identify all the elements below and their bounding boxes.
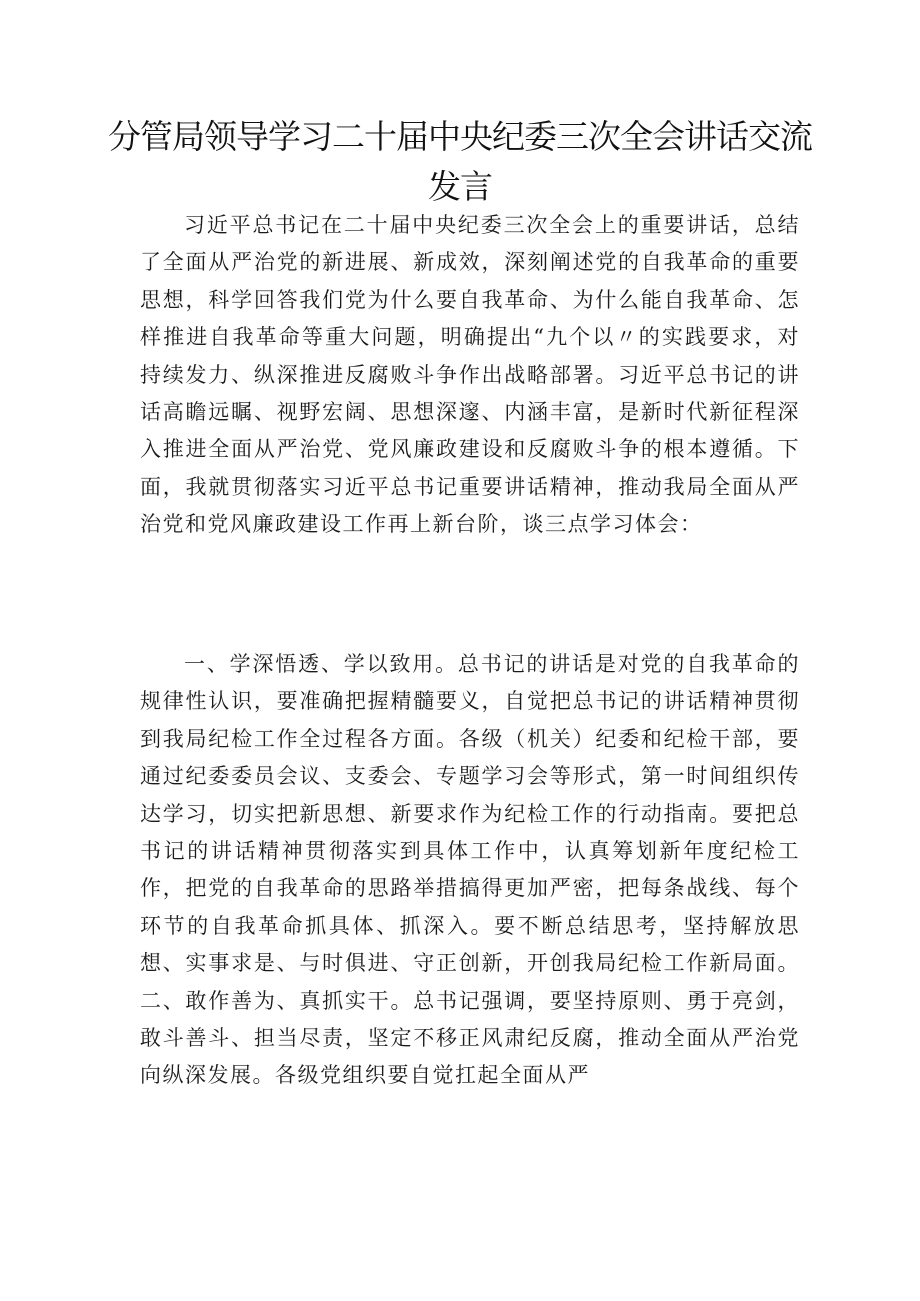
section-paragraph: 一、学深悟透、学以致用。总书记的讲话是对党的自我革命的规律性认识，要准确把握精髓要义，自觉把总书记的讲话精神贯彻到我局纪检工作全过程各方面。各级（机关）纪委和纪检干部，要通过纪委委员会议、支委会、专题学习会等形式，第一时间组织传达学习，切实把新思想、新要求作为纪检工作的行动指南。要把总书记的讲话精神贯彻落实到具体工作中，认真筹划新年度纪检工作，把党的自我革命的思路举措搞得更加严密，把每条战线、每个环节的自我革命抓具体、抓深入。要不断总结思考，坚持解放思想、实事求是、与时俱进、守正创新，开创我局纪检工作新局面。二、敢作善为、真抓实干。总书记强调，要坚持原则、勇于亮剑，敢斗善斗、担当尽责，坚定不移正风肃纪反腐，推动全面从严治党向纵深发展。各级党组织要自觉扛起全面从严 (140, 652, 800, 1088)
document-title: 分管局领导学习二十届中央纪委三次全会讲话交流发言 (108, 117, 812, 206)
intro-paragraph: 习近平总书记在二十届中央纪委三次全会上的重要讲话，总结了全面从严治党的新进展、新成效，深刻阐述党的自我革命的重要思想，科学回答我们党为什么要自我革命、为什么能自我革命、怎样推进自我革命等重大问题，明确提出“九个以〃的实践要求，对持续发力、纵深推进反腐败斗争作出战略部署。习近平总书记的讲话高瞻远瞩、视野宏阔、思想深邃、内涵丰富，是新时代新征程深入推进全面从严治党、党风廉政建设和反腐败斗争的根本遵循。下面，我就贯彻落实习近平总书记重要讲话精神，推动我局全面从严治党和党风廉政建设工作再上新台阶，谈三点学习体会： (140, 213, 800, 537)
